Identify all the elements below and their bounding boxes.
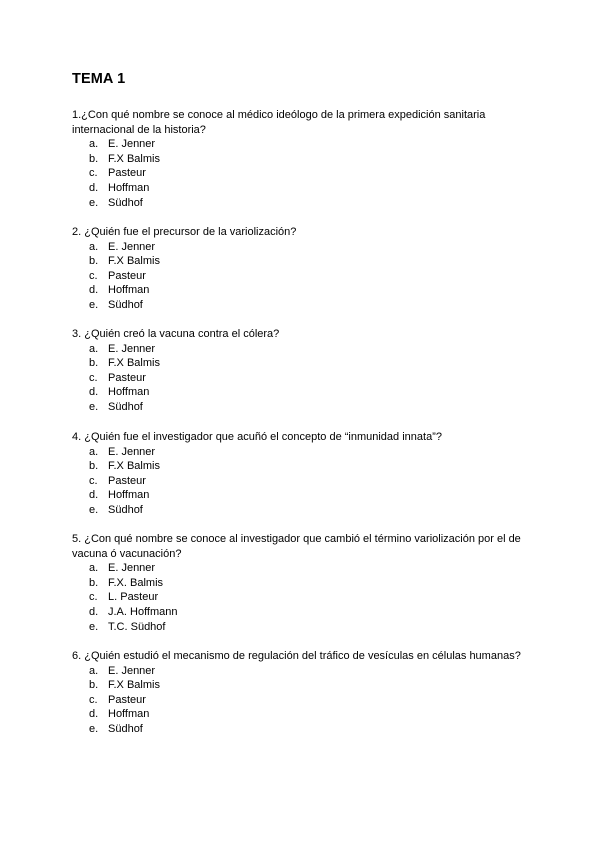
option-letter: d. xyxy=(89,386,99,399)
option-letter: c. xyxy=(89,269,98,282)
option-letter: b. xyxy=(89,357,99,370)
option-text: F.X Balmis xyxy=(108,255,160,268)
question-text: 6. ¿Quién estudió el mecanismo de regulación del tráfico de vesículas en células humanas? xyxy=(72,650,521,662)
option-a xyxy=(72,342,532,357)
option-text: E. Jenner xyxy=(108,240,156,253)
option-e xyxy=(72,503,532,518)
option-text: L. Pasteur xyxy=(108,591,159,604)
option-text: E. Jenner xyxy=(108,664,156,677)
option-c xyxy=(72,474,532,489)
option-e xyxy=(72,722,532,737)
option-letter: d. xyxy=(89,605,99,618)
option-a xyxy=(72,240,532,255)
option-text: E. Jenner xyxy=(108,562,156,575)
option-d xyxy=(72,385,532,400)
option-list xyxy=(72,664,532,737)
option-c xyxy=(72,269,532,284)
option-e xyxy=(72,298,532,313)
question-text: 5. ¿Con qué nombre se conoce al investigador que cambió el término variolización por el de vacuna ó vacunación? xyxy=(72,533,521,560)
question-text: 4. ¿Quién fue el investigador que acuñó el concepto de “inmunidad innata”? xyxy=(72,431,442,443)
option-a xyxy=(72,664,532,679)
option-letter: b. xyxy=(89,255,99,268)
option-letter: c. xyxy=(89,167,98,180)
option-e xyxy=(72,400,532,415)
option-letter: b. xyxy=(89,679,99,692)
option-b xyxy=(72,678,532,693)
option-list xyxy=(72,240,532,313)
option-text: F.X Balmis xyxy=(108,152,160,165)
option-c xyxy=(72,590,532,605)
option-list xyxy=(72,561,532,634)
option-text: Südhof xyxy=(108,503,143,516)
question-4 xyxy=(72,430,532,518)
option-letter: e. xyxy=(89,400,99,413)
option-text: J.A. Hoffmann xyxy=(108,605,178,618)
option-text: Südhof xyxy=(108,196,143,209)
question-3 xyxy=(72,327,532,415)
option-text: F.X Balmis xyxy=(108,460,160,473)
option-b xyxy=(72,459,532,474)
page-title: TEMA 1 xyxy=(72,71,126,87)
question-6 xyxy=(72,649,532,737)
option-letter: c. xyxy=(89,693,98,706)
option-letter: e. xyxy=(89,298,99,311)
option-letter: a. xyxy=(89,562,99,575)
option-letter: d. xyxy=(89,708,99,721)
option-text: F.X. Balmis xyxy=(108,576,164,589)
option-d xyxy=(72,707,532,722)
option-letter: a. xyxy=(89,138,99,151)
option-text: Südhof xyxy=(108,298,143,311)
option-d xyxy=(72,605,532,620)
question-text: 3. ¿Quién creó la vacuna contra el cólera? xyxy=(72,328,280,340)
option-letter: e. xyxy=(89,620,99,633)
option-text: Hoffman xyxy=(108,181,150,194)
option-letter: a. xyxy=(89,342,99,355)
option-list xyxy=(72,137,532,210)
option-letter: a. xyxy=(89,240,99,253)
option-d xyxy=(72,181,532,196)
option-text: Pasteur xyxy=(108,371,146,384)
option-letter: e. xyxy=(89,196,99,209)
option-letter: e. xyxy=(89,503,99,516)
option-letter: d. xyxy=(89,284,99,297)
option-text: Pasteur xyxy=(108,693,146,706)
option-letter: d. xyxy=(89,489,99,502)
option-e xyxy=(72,620,532,635)
option-text: E. Jenner xyxy=(108,342,156,355)
option-b xyxy=(72,356,532,371)
option-d xyxy=(72,488,532,503)
question-1 xyxy=(72,108,532,210)
option-text: T.C. Südhof xyxy=(108,620,166,633)
option-letter: a. xyxy=(89,664,99,677)
option-letter: e. xyxy=(89,722,99,735)
option-text: E. Jenner xyxy=(108,138,156,151)
option-text: E. Jenner xyxy=(108,445,156,458)
option-letter: b. xyxy=(89,576,99,589)
question-text: 2. ¿Quién fue el precursor de la variolización? xyxy=(72,226,297,238)
option-text: Hoffman xyxy=(108,284,150,297)
option-letter: c. xyxy=(89,371,98,384)
option-text: Pasteur xyxy=(108,269,146,282)
option-a xyxy=(72,137,532,152)
option-b xyxy=(72,254,532,269)
option-text: Hoffman xyxy=(108,708,150,721)
option-b xyxy=(72,152,532,167)
option-letter: a. xyxy=(89,445,99,458)
option-list xyxy=(72,342,532,415)
option-text: Südhof xyxy=(108,722,143,735)
option-text: Pasteur xyxy=(108,474,146,487)
option-c xyxy=(72,693,532,708)
question-5 xyxy=(72,532,532,634)
option-letter: b. xyxy=(89,152,99,165)
question-2 xyxy=(72,225,532,313)
option-text: F.X Balmis xyxy=(108,357,160,370)
option-text: Südhof xyxy=(108,400,143,413)
option-list xyxy=(72,445,532,518)
option-c xyxy=(72,371,532,386)
option-text: Hoffman xyxy=(108,489,150,502)
option-e xyxy=(72,196,532,211)
option-letter: c. xyxy=(89,474,98,487)
option-c xyxy=(72,166,532,181)
option-letter: c. xyxy=(89,591,98,604)
option-letter: d. xyxy=(89,181,99,194)
question-text: 1.¿Con qué nombre se conoce al médico ideólogo de la primera expedición sanitaria internacional de la historia? xyxy=(72,109,486,136)
option-a xyxy=(72,445,532,460)
option-letter: b. xyxy=(89,460,99,473)
option-a xyxy=(72,561,532,576)
option-d xyxy=(72,283,532,298)
option-text: Hoffman xyxy=(108,386,150,399)
option-b xyxy=(72,576,532,591)
option-text: F.X Balmis xyxy=(108,679,160,692)
option-text: Pasteur xyxy=(108,167,146,180)
